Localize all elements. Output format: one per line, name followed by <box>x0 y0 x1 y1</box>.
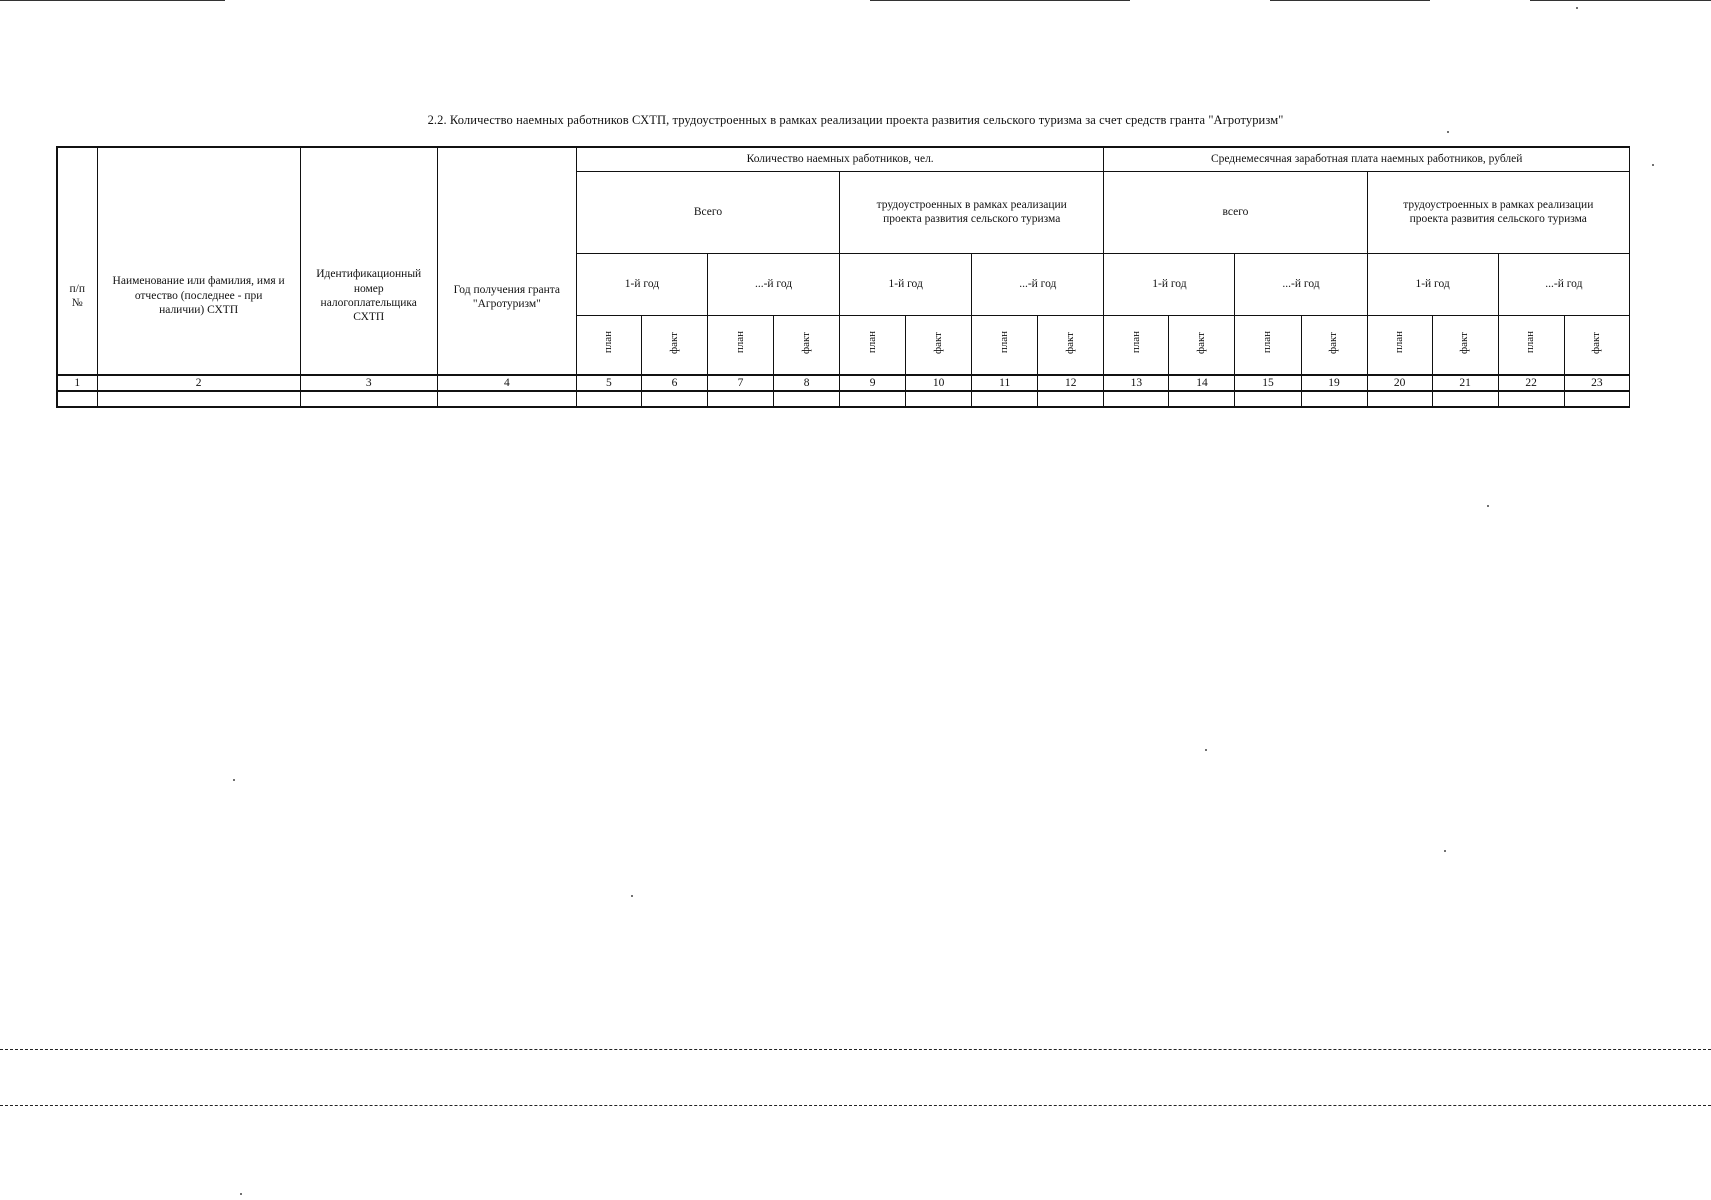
plan-label: план <box>602 331 615 354</box>
workers-table <box>56 146 1630 408</box>
column-number: 5 <box>576 375 641 391</box>
fact-label: факт <box>1458 331 1471 354</box>
year-header <box>972 253 1104 315</box>
sub-total-salary-label: всего <box>1222 205 1249 218</box>
sub-employed-count-label: трудоустроенных в рамках реализации проекта развития сельского туризма <box>876 198 1067 225</box>
fact-label: факт <box>1589 331 1602 354</box>
header-pn <box>57 147 97 375</box>
column-number: 4 <box>437 375 576 391</box>
year-header <box>1498 253 1629 315</box>
sub-total-count <box>576 171 839 253</box>
plan-header <box>708 315 774 375</box>
empty-cell <box>437 391 576 407</box>
header-grant-year <box>437 147 576 375</box>
empty-cell <box>1564 391 1629 407</box>
fact-header <box>1038 315 1104 375</box>
table-row <box>57 391 1630 407</box>
fact-header <box>1169 315 1235 375</box>
column-number: 22 <box>1498 375 1564 391</box>
empty-cell <box>1367 391 1432 407</box>
fact-label: факт <box>1195 331 1208 354</box>
empty-cell <box>1235 391 1301 407</box>
plan-header <box>1235 315 1301 375</box>
sub-total-salary <box>1104 171 1367 253</box>
fact-header <box>641 315 707 375</box>
column-number: 14 <box>1169 375 1235 391</box>
plan-label: план <box>1524 331 1537 354</box>
year-header <box>840 253 972 315</box>
empty-cell <box>1432 391 1498 407</box>
column-number: 7 <box>708 375 774 391</box>
column-number: 10 <box>906 375 972 391</box>
scan-speck <box>1444 850 1446 852</box>
scan-speck <box>631 895 633 897</box>
year-header <box>1235 253 1367 315</box>
column-number: 9 <box>840 375 906 391</box>
scan-speck <box>240 1193 242 1195</box>
column-number: 21 <box>1432 375 1498 391</box>
fact-header <box>1432 315 1498 375</box>
empty-cell <box>1169 391 1235 407</box>
plan-header <box>1498 315 1564 375</box>
scan-edge-mark <box>0 0 225 1</box>
fact-header <box>1564 315 1629 375</box>
header-inn <box>300 147 437 375</box>
scan-speck <box>1576 7 1578 9</box>
fact-header <box>1301 315 1367 375</box>
empty-cell <box>300 391 437 407</box>
column-number: 2 <box>97 375 300 391</box>
column-number: 6 <box>641 375 707 391</box>
group-salary <box>1104 147 1630 171</box>
group-salary-label: Среднемесячная заработная плата наемных работников, рублей <box>1210 153 1523 166</box>
plan-header <box>840 315 906 375</box>
header-name-label: Наименование или фамилия, имя и отчество (последнее - при наличии) СХТП <box>112 275 285 317</box>
empty-cell <box>97 391 300 407</box>
plan-label: план <box>1392 331 1405 354</box>
section-title: 2.2. Количество наемных работников СХТП, трудоустроенных в рамках реализации проекта развития сельского туризма за счет средств гранта "Агротуризм" <box>427 113 1284 127</box>
scan-edge-mark <box>1270 0 1430 1</box>
plan-label: план <box>1129 331 1142 354</box>
year-label: 1-й год <box>1152 277 1187 290</box>
column-number: 13 <box>1104 375 1169 391</box>
empty-cell <box>57 391 97 407</box>
sub-total-count-label: Всего <box>693 205 723 218</box>
fact-label: факт <box>1063 331 1076 354</box>
header-name <box>97 147 300 375</box>
fact-header <box>906 315 972 375</box>
scan-line <box>0 1105 1711 1106</box>
plan-header <box>972 315 1038 375</box>
column-number: 19 <box>1301 375 1367 391</box>
scan-line <box>0 1049 1711 1050</box>
sub-employed-salary <box>1367 171 1629 253</box>
fact-label: факт <box>667 331 680 354</box>
year-header <box>1104 253 1235 315</box>
empty-cell <box>708 391 774 407</box>
year-header <box>1367 253 1498 315</box>
empty-cell <box>576 391 641 407</box>
plan-label: план <box>865 331 878 354</box>
scan-speck <box>1205 749 1207 751</box>
column-number: 12 <box>1038 375 1104 391</box>
year-header <box>708 253 840 315</box>
header-grant-year-label: Год получения гранта "Агротуризм" <box>453 283 561 310</box>
plan-header <box>1104 315 1169 375</box>
empty-cell <box>1498 391 1564 407</box>
empty-cell <box>1301 391 1367 407</box>
scan-speck <box>1487 505 1489 507</box>
column-number: 1 <box>57 375 97 391</box>
plan-header <box>576 315 641 375</box>
fact-header <box>774 315 840 375</box>
fact-label: факт <box>1327 331 1340 354</box>
plan-header <box>1367 315 1432 375</box>
empty-cell <box>641 391 707 407</box>
column-number: 3 <box>300 375 437 391</box>
empty-cell <box>840 391 906 407</box>
year-header <box>576 253 707 315</box>
empty-cell <box>774 391 840 407</box>
empty-cell <box>1104 391 1169 407</box>
empty-cell <box>1038 391 1104 407</box>
empty-cell <box>972 391 1038 407</box>
year-label: 1-й год <box>624 277 660 290</box>
group-count <box>576 147 1103 171</box>
column-number: 15 <box>1235 375 1301 391</box>
scan-edge-mark <box>1530 0 1711 1</box>
scan-speck <box>1652 164 1654 166</box>
year-label: ...-й год <box>1282 277 1320 290</box>
scan-speck <box>1447 131 1449 133</box>
year-label: ...-й год <box>1019 277 1057 290</box>
empty-cell <box>906 391 972 407</box>
year-label: 1-й год <box>888 277 923 290</box>
column-number: 23 <box>1564 375 1629 391</box>
header-inn-label: Идентификационный номер налогоплательщика СХТП <box>316 268 422 324</box>
column-number: 11 <box>972 375 1038 391</box>
column-number: 8 <box>774 375 840 391</box>
group-count-label: Количество наемных работников, чел. <box>746 153 934 166</box>
plan-label: план <box>1261 331 1274 354</box>
year-label: 1-й год <box>1415 277 1450 290</box>
year-label: ...-й год <box>754 277 793 290</box>
plan-label: план <box>997 331 1010 354</box>
sub-employed-salary-label: трудоустроенных в рамках реализации проекта развития сельского туризма <box>1403 198 1594 225</box>
plan-label: план <box>733 331 746 354</box>
sub-employed-count <box>840 171 1104 253</box>
fact-label: факт <box>799 331 812 354</box>
scan-speck <box>233 779 235 781</box>
header-pn-label: п/п № <box>69 282 86 309</box>
scan-edge-mark <box>870 0 1130 1</box>
fact-label: факт <box>931 331 944 354</box>
year-label: ...-й год <box>1545 277 1583 290</box>
column-number: 20 <box>1367 375 1432 391</box>
